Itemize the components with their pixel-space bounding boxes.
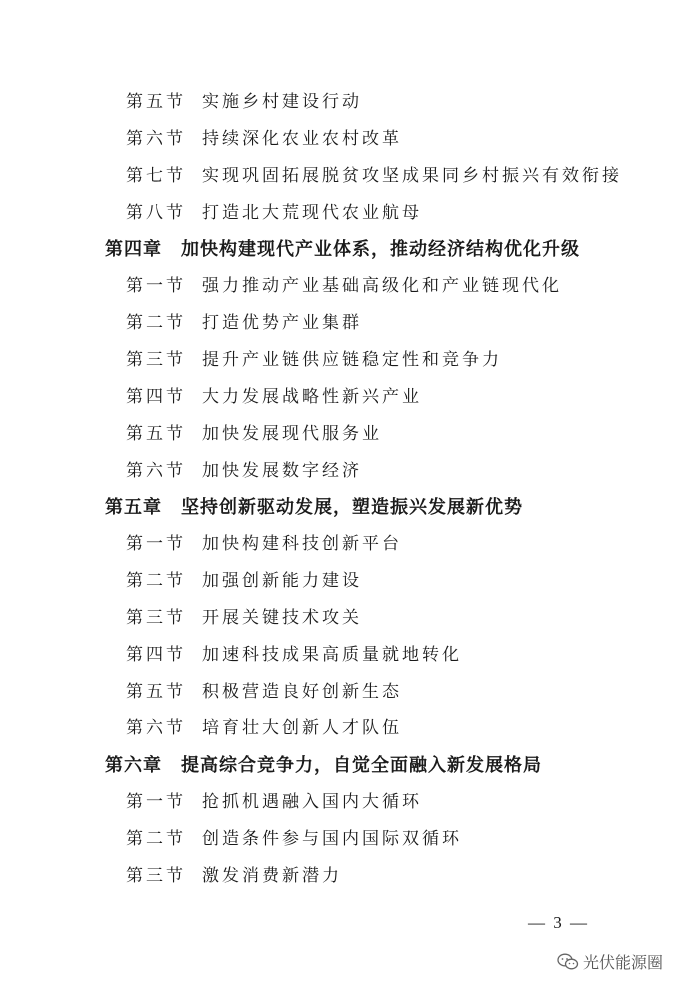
section-number: 第六节 — [126, 718, 186, 739]
section-title: 持续深化农业农村改革 — [202, 128, 402, 149]
section-number: 第五节 — [126, 681, 186, 702]
section-title: 打造优势产业集群 — [202, 313, 362, 334]
section-title: 实现巩固拓展脱贫攻坚成果同乡村振兴有效衔接 — [202, 165, 622, 186]
section-number: 第二节 — [126, 829, 186, 849]
section-number: 第五节 — [126, 92, 186, 112]
chapter-number: 第六章 — [105, 755, 162, 777]
section-number: 第八节 — [126, 202, 186, 223]
section-number: 第七节 — [126, 165, 186, 186]
section-title: 提升产业链供应链稳定性和竞争力 — [202, 349, 502, 370]
chapter-heading — [105, 757, 542, 775]
section-item — [126, 573, 362, 590]
section-number: 第六节 — [126, 128, 186, 149]
section-number: 第二节 — [126, 313, 186, 334]
chapter-heading — [105, 241, 580, 259]
wechat-icon — [557, 953, 579, 971]
chapter-heading — [105, 499, 523, 517]
section-item — [126, 607, 362, 628]
section-item — [126, 128, 402, 149]
section-number: 第一节 — [126, 534, 186, 555]
watermark — [557, 950, 663, 973]
section-title: 抢抓机遇融入国内大循环 — [202, 792, 422, 813]
chapter-number: 第五章 — [105, 497, 162, 519]
section-title: 加快构建科技创新平台 — [202, 534, 402, 555]
section-item — [126, 460, 362, 481]
section-title: 大力发展战略性新兴产业 — [202, 386, 422, 407]
page-number: — 3 — — [528, 913, 589, 932]
section-item — [126, 720, 402, 737]
section-title: 实施乡村建设行动 — [202, 92, 362, 112]
section-item — [126, 349, 502, 370]
chapter-title: 提高综合竞争力，自觉全面融入新发展格局 — [181, 755, 542, 777]
section-item — [126, 644, 462, 665]
section-title: 加快发展数字经济 — [202, 460, 362, 481]
section-item — [126, 94, 362, 111]
section-number: 第三节 — [126, 607, 186, 628]
section-number: 第五节 — [126, 423, 186, 444]
section-title: 强力推动产业基础高级化和产业链现代化 — [202, 276, 562, 297]
section-item — [126, 278, 562, 295]
section-item — [126, 165, 622, 186]
section-number: 第二节 — [126, 571, 186, 592]
section-item — [126, 831, 462, 848]
chapter-title: 坚持创新驱动发展，塑造振兴发展新优势 — [181, 497, 523, 519]
section-number: 第三节 — [126, 349, 186, 370]
section-number: 第六节 — [126, 460, 186, 481]
section-number: 第三节 — [126, 865, 186, 886]
section-title: 加强创新能力建设 — [202, 571, 362, 592]
section-number: 第四节 — [126, 644, 186, 665]
chapter-title: 加快构建现代产业体系，推动经济结构优化升级 — [181, 239, 580, 261]
section-item — [126, 202, 422, 223]
watermark-text: 光伏能源圈 — [583, 953, 664, 972]
section-title: 加快发展现代服务业 — [202, 423, 382, 444]
section-item — [126, 315, 362, 332]
section-item — [126, 865, 342, 886]
section-title: 积极营造良好创新生态 — [202, 681, 402, 702]
section-title: 打造北大荒现代农业航母 — [202, 202, 422, 223]
section-title: 创造条件参与国内国际双循环 — [202, 829, 462, 849]
section-title: 开展关键技术攻关 — [202, 607, 362, 628]
section-number: 第一节 — [126, 276, 186, 297]
section-number: 第四节 — [126, 386, 186, 407]
section-number: 第一节 — [126, 792, 186, 813]
section-item — [126, 423, 382, 444]
section-item — [126, 681, 402, 702]
section-title: 加速科技成果高质量就地转化 — [202, 644, 462, 665]
section-item — [126, 386, 422, 407]
chapter-number: 第四章 — [105, 239, 162, 261]
section-title: 培育壮大创新人才队伍 — [202, 718, 402, 739]
section-title: 激发消费新潜力 — [202, 865, 342, 886]
section-item — [126, 536, 402, 553]
section-item — [126, 794, 422, 811]
